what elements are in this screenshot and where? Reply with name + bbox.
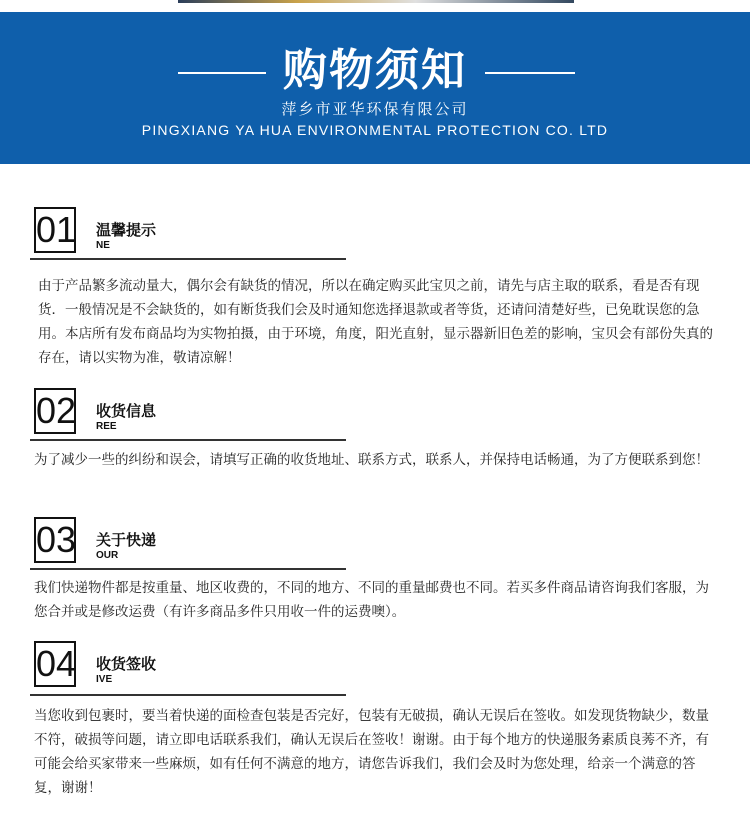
section-title: 收货签收 bbox=[96, 655, 157, 673]
page-title: 购物须知 bbox=[283, 45, 467, 96]
section-body: 当您收到包裹时，要当着快递的面检查包装是否完好，包装有无破损，确认无误后在签收。如发现货物缺少，数量不符，破损等问题，请立即电话联系我们，确认无误后在签收！谢谢。由于每个地方的快递服务素质良莠不齐，有可能会给买家带来一些麻烦，如有任何不满意的地方，请您告诉我们，我们会及时为您处理，给亲一个满意的答复，谢谢！ bbox=[34, 708, 709, 796]
section-subtitle: NE bbox=[96, 240, 110, 251]
section-title: 收货信息 bbox=[96, 402, 157, 420]
section-divider bbox=[30, 568, 346, 570]
top-image-strip bbox=[178, 0, 574, 3]
header-banner bbox=[0, 12, 750, 164]
section-number: 04 bbox=[34, 641, 76, 687]
section-subtitle: REE bbox=[96, 421, 117, 432]
company-name-cn: 萍乡市亚华环保有限公司 bbox=[281, 100, 469, 118]
section-number: 03 bbox=[34, 517, 76, 563]
section-body: 由于产品繁多流动量大，偶尔会有缺货的情况，所以在确定购买此宝贝之前，请先与店主取的联系，看是否有现货．一般情况是不会缺货的，如有断货我们会及时通知您选择退款或者等货，还请问清楚好些，已免耽误您的急用。本店所有发布商品均为实物拍摄，由于环境，角度，阳光直射，显示器新旧色差的影响，宝贝会有部份失真的存在，请以实物为准，敬请凉解！ bbox=[38, 278, 713, 366]
section-divider bbox=[30, 258, 346, 260]
section-number: 01 bbox=[34, 207, 76, 253]
section-subtitle: OUR bbox=[96, 550, 119, 561]
company-name-en: PINGXIANG YA HUA ENVIRONMENTAL PROTECTION CO. LTD bbox=[141, 122, 609, 138]
section-subtitle: IVE bbox=[96, 674, 113, 685]
section-body: 为了减少一些的纠纷和误会，请填写正确的收货地址、联系方式，联系人，并保持电话畅通，为了方便联系到您！ bbox=[34, 452, 709, 468]
section-body: 我们快递物件都是按重量、地区收费的，不同的地方、不同的重量邮费也不同。若买多件商品请咨询我们客服，为您合并或是修改运费（有许多商品多件只用收一件的运费噢）。 bbox=[34, 580, 709, 620]
section-divider bbox=[30, 694, 346, 696]
section-title: 温馨提示 bbox=[96, 221, 157, 239]
section-divider bbox=[30, 439, 346, 441]
section-title: 关于快递 bbox=[96, 531, 157, 549]
section-number: 02 bbox=[34, 388, 76, 434]
